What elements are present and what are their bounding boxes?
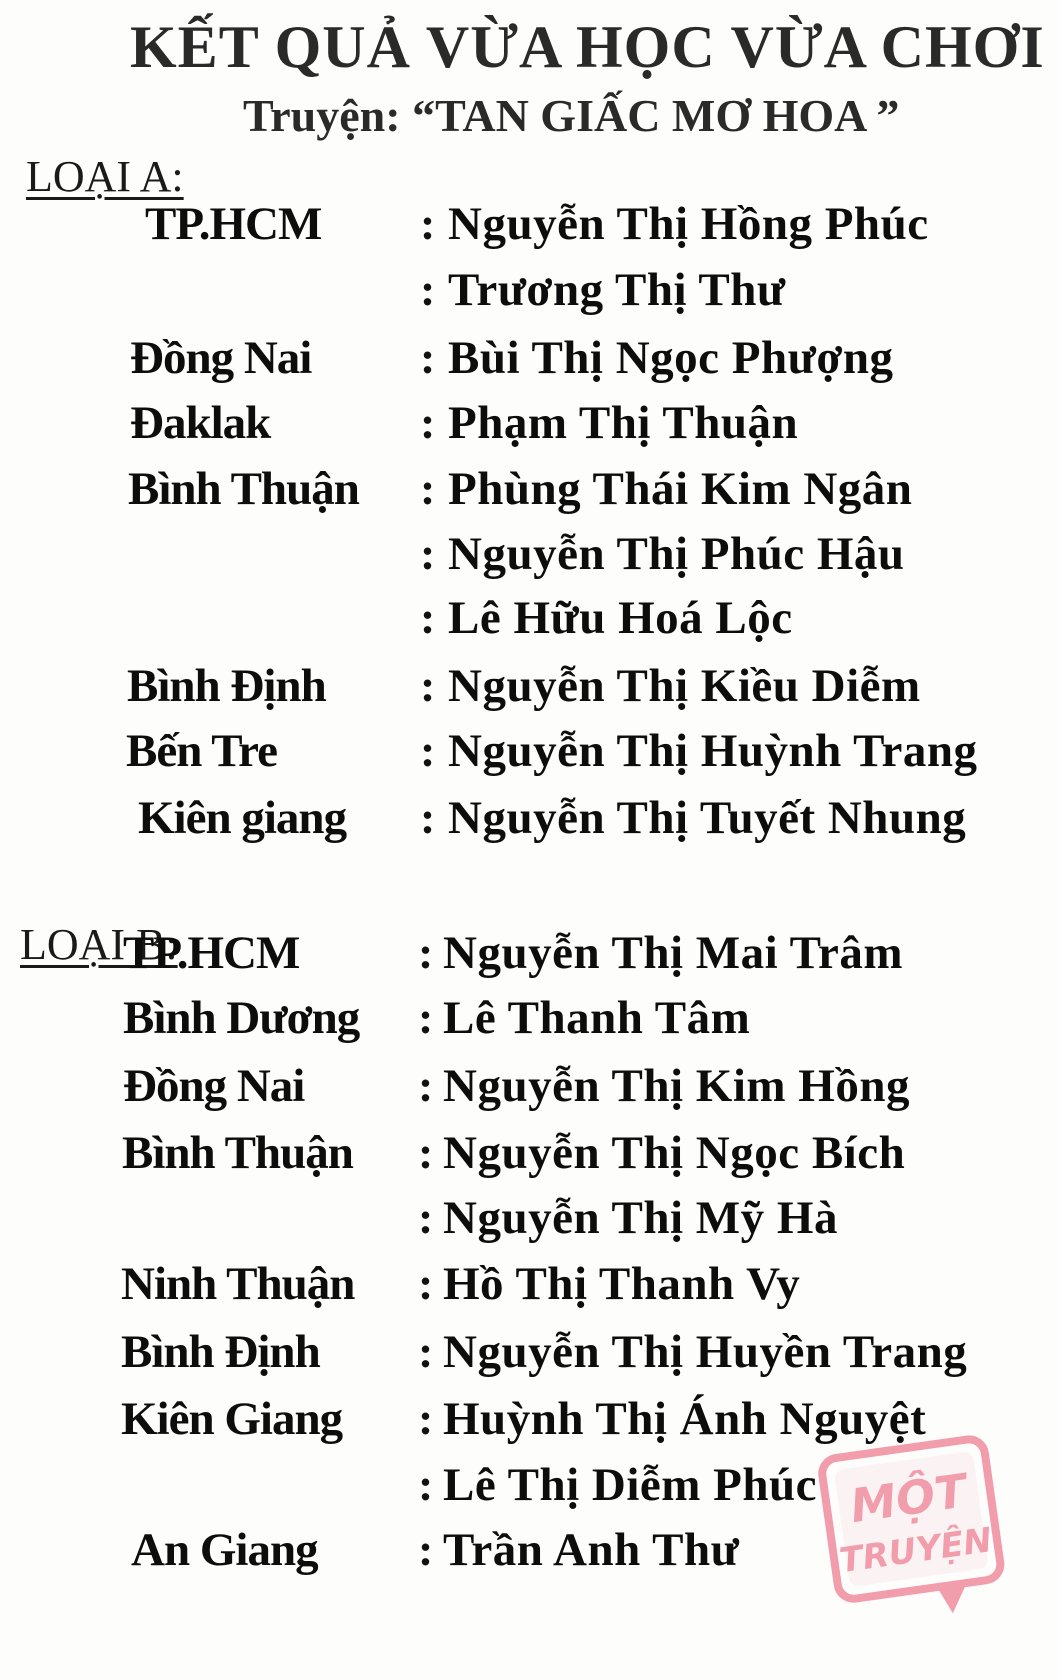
result-row: [0, 590, 1060, 650]
separator-colon: :: [418, 1393, 434, 1444]
page-title: KẾT QUẢ VỪA HỌC VỪA CHƠI: [130, 14, 1045, 80]
winner-name: Nguyễn Thị Phúc Hậu: [448, 528, 905, 580]
province-label: Bình Định: [127, 660, 326, 712]
svg-text:MỘT: MỘT: [847, 1463, 970, 1534]
winner-name: Phùng Thái Kim Ngân: [448, 463, 913, 515]
result-row: [0, 461, 1060, 521]
result-row: [0, 1256, 1060, 1316]
separator-colon: :: [420, 332, 436, 383]
province-label: Bình Thuận: [122, 1127, 353, 1179]
page-subtitle: Truyện: “TAN GIẤC MƠ HOA ”: [243, 90, 900, 141]
province-label: Bình Thuận: [128, 463, 359, 515]
result-row: [0, 990, 1060, 1050]
winner-name: Nguyễn Thị Kim Hồng: [443, 1060, 910, 1112]
province-label: Bình Dương: [123, 992, 360, 1044]
separator-colon: :: [418, 1127, 434, 1178]
result-row: [0, 925, 1060, 985]
winner-name: Nguyễn Thị Tuyết Nhung: [448, 792, 967, 844]
result-row: [0, 1125, 1060, 1185]
separator-colon: :: [420, 397, 436, 448]
separator-colon: :: [418, 927, 434, 978]
winner-name: Nguyễn Thị Huỳnh Trang: [448, 725, 978, 777]
winner-name: Lê Thanh Tâm: [443, 992, 751, 1044]
province-label: Đaklak: [130, 397, 271, 449]
province-label: TP.HCM: [123, 927, 300, 979]
winner-name: Lê Hữu Hoá Lộc: [448, 592, 793, 644]
result-row: [0, 196, 1060, 256]
province-label: An Giang: [131, 1524, 318, 1576]
province-label: Đồng Nai: [130, 332, 312, 384]
result-row: [0, 526, 1060, 586]
province-label: Bình Định: [121, 1326, 320, 1378]
result-row: [0, 1190, 1060, 1250]
watermark-logo-icon: [808, 1422, 1016, 1626]
province-label: Ninh Thuận: [121, 1258, 355, 1310]
winner-name: Hồ Thị Thanh Vy: [443, 1258, 801, 1310]
separator-colon: :: [418, 1524, 434, 1575]
province-label: Kiên Giang: [121, 1393, 343, 1445]
winner-name: Lê Thị Diễm Phúc: [443, 1459, 818, 1511]
separator-colon: :: [420, 725, 436, 776]
separator-colon: :: [420, 592, 436, 643]
province-label: Đồng Nai: [123, 1060, 305, 1112]
result-row: [0, 790, 1060, 850]
province-label: Bến Tre: [126, 725, 277, 777]
winner-name: Nguyễn Thị Kiều Diễm: [448, 660, 921, 712]
section-heading-loai-b: LOẠI B:: [20, 920, 178, 969]
winner-name: Nguyễn Thị Ngọc Bích: [443, 1127, 906, 1179]
winner-name: Trương Thị Thư: [448, 264, 786, 316]
separator-colon: :: [420, 660, 436, 711]
province-label: TP.HCM: [145, 198, 322, 250]
result-row: [0, 658, 1060, 718]
result-row: [0, 262, 1060, 322]
separator-colon: :: [418, 1060, 434, 1111]
separator-colon: :: [420, 264, 436, 315]
winner-name: Nguyễn Thị Hồng Phúc: [448, 198, 929, 250]
separator-colon: :: [420, 792, 436, 843]
winner-name: Huỳnh Thị Ánh Nguyệt: [443, 1393, 927, 1445]
separator-colon: :: [418, 1459, 434, 1510]
winner-name: Trần Anh Thư: [443, 1524, 740, 1576]
separator-colon: :: [418, 1192, 434, 1243]
separator-colon: :: [420, 198, 436, 249]
result-row: [0, 330, 1060, 390]
separator-colon: :: [418, 1326, 434, 1377]
winner-name: Nguyễn Thị Mỹ Hà: [443, 1192, 838, 1244]
result-row: [0, 723, 1060, 783]
separator-colon: :: [420, 528, 436, 579]
separator-colon: :: [418, 992, 434, 1043]
result-row: [0, 1324, 1060, 1384]
svg-text:TRUYỆN: TRUYỆN: [837, 1520, 995, 1582]
winner-name: Nguyễn Thị Mai Trâm: [443, 927, 903, 979]
province-label: Kiên giang: [138, 792, 347, 844]
result-row: [0, 395, 1060, 455]
result-row: [0, 1058, 1060, 1118]
winner-name: Nguyễn Thị Huyền Trang: [443, 1326, 968, 1378]
separator-colon: :: [420, 463, 436, 514]
separator-colon: :: [418, 1258, 434, 1309]
winner-name: Phạm Thị Thuận: [448, 397, 799, 449]
winner-name: Bùi Thị Ngọc Phượng: [448, 332, 894, 384]
section-heading-loai-a: LOẠI A:: [26, 152, 184, 201]
